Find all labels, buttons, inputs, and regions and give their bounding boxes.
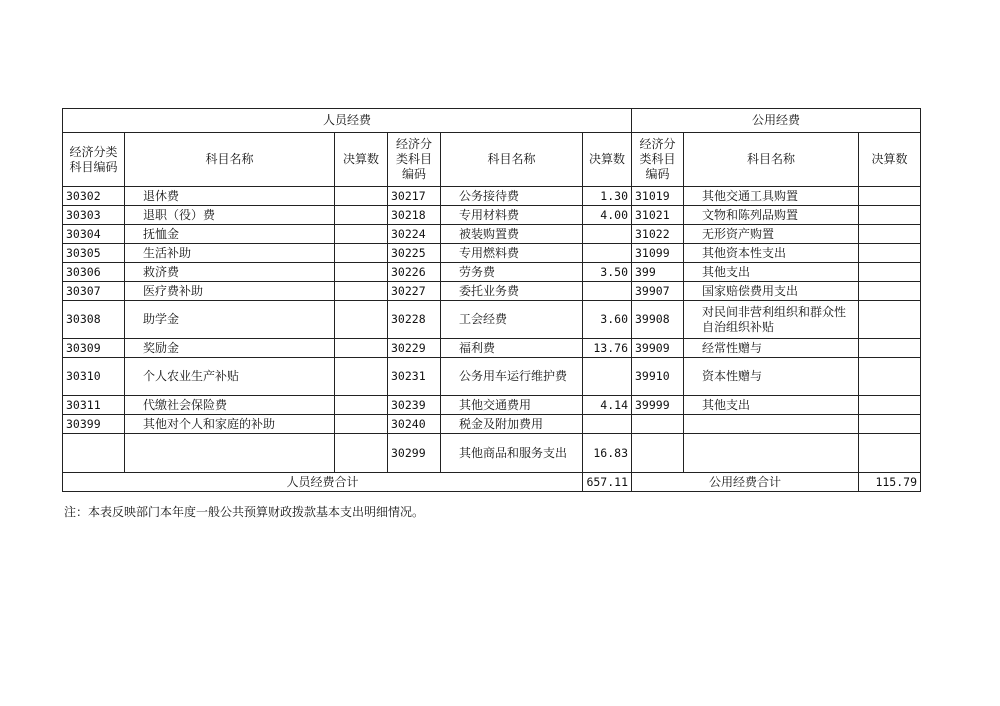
name-cell: 抚恤金 — [125, 225, 335, 244]
code-cell: 39907 — [632, 282, 684, 301]
name-header-2: 科目名称 — [441, 133, 583, 187]
name-cell: 其他对个人和家庭的补助 — [125, 415, 335, 434]
name-cell: 个人农业生产补贴 — [125, 358, 335, 396]
code-header-3: 经济分类科目编码 — [632, 133, 684, 187]
name-cell: 助学金 — [125, 301, 335, 339]
name-cell: 退休费 — [125, 187, 335, 206]
name-cell: 救济费 — [125, 263, 335, 282]
amount-cell — [335, 263, 388, 282]
code-cell: 30303 — [63, 206, 125, 225]
name-cell: 国家赔偿费用支出 — [684, 282, 859, 301]
table-row — [63, 301, 921, 339]
name-cell: 其他交通费用 — [441, 396, 583, 415]
amount-cell — [859, 434, 921, 473]
code-cell — [632, 415, 684, 434]
code-cell: 39910 — [632, 358, 684, 396]
name-cell: 公务用车运行维护费 — [441, 358, 583, 396]
name-cell — [125, 434, 335, 473]
amount-cell: 4.14 — [583, 396, 632, 415]
amount-cell — [335, 225, 388, 244]
amount-cell — [335, 339, 388, 358]
code-cell: 30224 — [388, 225, 441, 244]
name-cell: 无形资产购置 — [684, 225, 859, 244]
amount-cell: 3.50 — [583, 263, 632, 282]
name-cell: 其他商品和服务支出 — [441, 434, 583, 473]
amount-cell — [859, 301, 921, 339]
amount-header-3: 决算数 — [859, 133, 921, 187]
name-cell: 对民间非营利组织和群众性自治组织补贴 — [684, 301, 859, 339]
code-cell: 31099 — [632, 244, 684, 263]
amount-cell: 16.83 — [583, 434, 632, 473]
table-row — [63, 415, 921, 434]
table-footnote: 注：本表反映部门本年度一般公共预算财政拨款基本支出明细情况。 — [64, 505, 425, 519]
code-cell: 31021 — [632, 206, 684, 225]
name-cell: 退职（役）费 — [125, 206, 335, 225]
table-row — [63, 187, 921, 206]
name-cell: 经常性赠与 — [684, 339, 859, 358]
amount-cell — [335, 187, 388, 206]
amount-cell — [335, 358, 388, 396]
name-header-3: 科目名称 — [684, 133, 859, 187]
code-cell: 30228 — [388, 301, 441, 339]
amount-cell — [859, 244, 921, 263]
code-cell: 31022 — [632, 225, 684, 244]
amount-cell: 4.00 — [583, 206, 632, 225]
name-cell: 福利费 — [441, 339, 583, 358]
code-cell: 30307 — [63, 282, 125, 301]
name-cell: 劳务费 — [441, 263, 583, 282]
amount-cell — [859, 282, 921, 301]
table-row — [63, 339, 921, 358]
column-header-row — [63, 133, 921, 187]
name-cell: 奖励金 — [125, 339, 335, 358]
amount-cell — [859, 396, 921, 415]
name-cell: 被装购置费 — [441, 225, 583, 244]
code-cell: 30310 — [63, 358, 125, 396]
amount-cell — [859, 339, 921, 358]
table-row — [63, 206, 921, 225]
amount-cell — [859, 415, 921, 434]
code-cell: 30309 — [63, 339, 125, 358]
name-cell — [684, 415, 859, 434]
amount-cell — [335, 396, 388, 415]
name-cell: 专用材料费 — [441, 206, 583, 225]
totals-row — [63, 473, 921, 492]
code-cell: 31019 — [632, 187, 684, 206]
personnel-total-value: 657.11 — [583, 473, 632, 492]
amount-cell — [335, 282, 388, 301]
name-cell: 委托业务费 — [441, 282, 583, 301]
code-header-2: 经济分类科目编码 — [388, 133, 441, 187]
amount-cell — [335, 244, 388, 263]
code-cell: 30239 — [388, 396, 441, 415]
code-cell: 30399 — [63, 415, 125, 434]
code-cell: 30311 — [63, 396, 125, 415]
code-cell: 30308 — [63, 301, 125, 339]
code-cell: 30231 — [388, 358, 441, 396]
amount-cell — [583, 282, 632, 301]
name-cell: 其他支出 — [684, 396, 859, 415]
table-row — [63, 434, 921, 473]
public-total-label: 公用经费合计 — [632, 473, 859, 492]
amount-cell: 13.76 — [583, 339, 632, 358]
basic-expenditure-table — [62, 108, 921, 492]
code-cell: 30225 — [388, 244, 441, 263]
amount-cell — [583, 225, 632, 244]
name-cell: 专用燃料费 — [441, 244, 583, 263]
amount-cell — [583, 415, 632, 434]
code-cell: 30306 — [63, 263, 125, 282]
name-cell: 公务接待费 — [441, 187, 583, 206]
amount-header-1: 决算数 — [335, 133, 388, 187]
code-cell — [632, 434, 684, 473]
code-cell: 39909 — [632, 339, 684, 358]
name-cell: 税金及附加费用 — [441, 415, 583, 434]
amount-cell — [859, 187, 921, 206]
name-cell: 文物和陈列品购置 — [684, 206, 859, 225]
name-cell: 生活补助 — [125, 244, 335, 263]
code-cell: 30302 — [63, 187, 125, 206]
code-cell: 39999 — [632, 396, 684, 415]
amount-cell — [859, 206, 921, 225]
code-cell: 30304 — [63, 225, 125, 244]
name-header-1: 科目名称 — [125, 133, 335, 187]
name-cell: 其他支出 — [684, 263, 859, 282]
code-cell: 39908 — [632, 301, 684, 339]
amount-cell: 3.60 — [583, 301, 632, 339]
personnel-section-header: 人员经费 — [63, 109, 632, 133]
name-cell — [684, 434, 859, 473]
code-cell: 30229 — [388, 339, 441, 358]
code-cell: 30240 — [388, 415, 441, 434]
amount-cell — [583, 244, 632, 263]
table-row — [63, 358, 921, 396]
amount-cell — [859, 263, 921, 282]
amount-cell: 1.30 — [583, 187, 632, 206]
table-row — [63, 244, 921, 263]
code-cell — [63, 434, 125, 473]
name-cell: 其他交通工具购置 — [684, 187, 859, 206]
amount-cell — [859, 225, 921, 244]
public-total-value: 115.79 — [859, 473, 921, 492]
table-row — [63, 263, 921, 282]
amount-cell — [335, 434, 388, 473]
table-row — [63, 225, 921, 244]
section-header-row — [63, 109, 921, 133]
code-cell: 30226 — [388, 263, 441, 282]
public-section-header: 公用经费 — [632, 109, 921, 133]
name-cell: 工会经费 — [441, 301, 583, 339]
amount-header-2: 决算数 — [583, 133, 632, 187]
name-cell: 医疗费补助 — [125, 282, 335, 301]
name-cell: 代缴社会保险费 — [125, 396, 335, 415]
code-cell: 30217 — [388, 187, 441, 206]
table-row — [63, 396, 921, 415]
code-cell: 30218 — [388, 206, 441, 225]
code-cell: 30227 — [388, 282, 441, 301]
code-cell: 30299 — [388, 434, 441, 473]
code-header-1: 经济分类科目编码 — [63, 133, 125, 187]
code-cell: 30305 — [63, 244, 125, 263]
table-row — [63, 282, 921, 301]
amount-cell — [335, 415, 388, 434]
amount-cell — [335, 301, 388, 339]
name-cell: 其他资本性支出 — [684, 244, 859, 263]
amount-cell — [583, 358, 632, 396]
name-cell: 资本性赠与 — [684, 358, 859, 396]
amount-cell — [859, 358, 921, 396]
amount-cell — [335, 206, 388, 225]
personnel-total-label: 人员经费合计 — [63, 473, 583, 492]
code-cell: 399 — [632, 263, 684, 282]
